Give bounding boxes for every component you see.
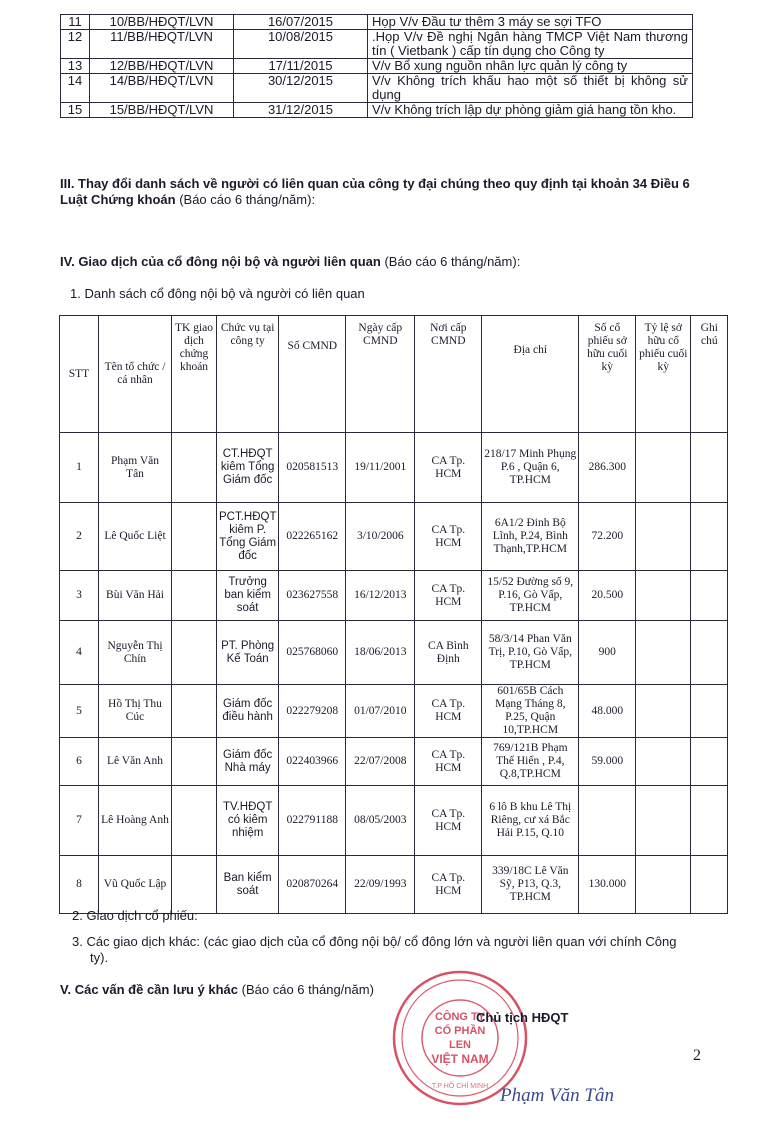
col-address: Địa chỉ [482,316,579,433]
row-stt: 3 [60,571,99,621]
row-ratio [636,856,691,914]
page-number: 2 [693,1047,701,1064]
row-name: Nguyễn Thị Chín [99,621,172,685]
section-4-heading [60,254,740,270]
section-4-item-2: 2. Giao dịch cổ phiếu: [72,908,198,923]
row-stt: 8 [60,856,99,914]
resolution-no: 12 [61,30,90,59]
insider-row [60,503,728,571]
row-account [172,571,217,621]
row-address: 6 lô B khu Lê Thị Riêng, cư xá Bắc Hải P.15, Q.10 [482,786,579,856]
row-issue-date: 22/09/1993 [346,856,415,914]
row-issue-date: 01/07/2010 [346,685,415,738]
resolution-content: .Họp V/v Đề nghị Ngân hàng TMCP Việt Nam thương tín ( Vietbank ) cấp tín dụng cho Công ty [368,30,693,59]
row-issue-place: CA Tp. HCM [415,856,482,914]
row-issue-date: 19/11/2001 [346,433,415,503]
row-issue-date: 18/06/2013 [346,621,415,685]
row-ratio [636,503,691,571]
row-id-no: 020581513 [279,433,346,503]
col-note: Ghi chú [691,316,728,433]
col-shares: Số cổ phiếu sở hữu cuối kỳ [579,316,636,433]
row-issue-place: CA Tp. HCM [415,738,482,786]
svg-text:CỔ PHẦN: CỔ PHẦN [434,1025,486,1037]
resolution-row [61,74,693,103]
row-address: 769/121B Phạm Thế Hiển , P.4, Q.8,TP.HCM [482,738,579,786]
insider-row [60,571,728,621]
resolution-number: 11/BB/HĐQT/LVN [90,30,234,59]
svg-text:VIỆT NAM: VIỆT NAM [431,1052,489,1066]
row-id-no: 023627558 [279,571,346,621]
row-shares: 72.200 [579,503,636,571]
resolution-date: 31/12/2015 [234,103,368,118]
row-name: Phạm Văn Tân [99,433,172,503]
row-note [691,685,728,738]
resolution-row [61,30,693,59]
resolution-number: 14/BB/HĐQT/LVN [90,74,234,103]
row-account [172,786,217,856]
section-4-title: IV. Giao dịch của cổ đông nội bộ và người liên quan [60,254,381,269]
row-name: Hồ Thị Thu Cúc [99,685,172,738]
row-note [691,571,728,621]
row-account [172,685,217,738]
row-account [172,621,217,685]
row-name: Lê Văn Anh [99,738,172,786]
row-issue-place: CA Tp. HCM [415,433,482,503]
resolution-number: 15/BB/HĐQT/LVN [90,103,234,118]
row-stt: 6 [60,738,99,786]
row-note [691,738,728,786]
row-issue-date: 16/12/2013 [346,571,415,621]
section-4-item-1: 1. Danh sách cổ đông nội bộ và người có liên quan [70,286,365,301]
section-4-note: (Báo cáo 6 tháng/năm): [384,254,521,269]
section-4-item-3-line-1: 3. Các giao dịch khác: (các giao dịch của cổ đông nội bộ/ cổ đông lớn và người liên quan với chính Công [72,934,677,949]
row-address: 601/65B Cách Mạng Tháng 8, P.25, Quận 10,TP.HCM [482,685,579,738]
row-position: CT.HĐQT kiêm Tổng Giám đốc [217,433,279,503]
row-account [172,856,217,914]
insiders-table-body [60,433,728,914]
col-account: TK giao dịch chứng khoán [172,316,217,433]
insider-row [60,856,728,914]
insider-row [60,738,728,786]
row-account [172,738,217,786]
resolution-content: Họp V/v Đầu tư thêm 3 máy se sợi TFO [368,15,693,30]
row-ratio [636,685,691,738]
row-ratio [636,571,691,621]
row-position: TV.HĐQT có kiêm nhiệm [217,786,279,856]
col-name: Tên tổ chức / cá nhân [99,316,172,433]
handwritten-signature: Phạm Văn Tân [500,1085,614,1106]
row-note [691,621,728,685]
section-5-note: (Báo cáo 6 tháng/năm) [241,982,374,997]
signature-title: Chủ tịch HĐQT [476,1010,569,1025]
insider-row [60,685,728,738]
row-shares [579,786,636,856]
row-ratio [636,433,691,503]
insiders-table-header [60,316,728,433]
row-issue-date: 3/10/2006 [346,503,415,571]
svg-text:T.P HỒ CHÍ MINH: T.P HỒ CHÍ MINH [431,1083,489,1090]
row-account [172,433,217,503]
row-shares: 59.000 [579,738,636,786]
row-shares: 130.000 [579,856,636,914]
row-issue-date: 08/05/2003 [346,786,415,856]
row-position: Giám đốc điều hành [217,685,279,738]
resolutions-table [60,14,693,118]
row-shares: 286.300 [579,433,636,503]
col-ratio: Tỷ lệ sở hữu cổ phiếu cuối kỳ [636,316,691,433]
row-id-no: 025768060 [279,621,346,685]
row-position: Ban kiểm soát [217,856,279,914]
row-id-no: 022265162 [279,503,346,571]
row-id-no: 020870264 [279,856,346,914]
row-issue-place: CA Tp. HCM [415,786,482,856]
col-id-no: Số CMND [279,316,346,433]
svg-text:CÔNG TY: CÔNG TY [434,1011,486,1023]
resolution-content: V/v Không trích khấu hao một số thiết bị không sử dụng [368,74,693,103]
section-3-note: (Báo cáo 6 tháng/năm): [179,192,316,207]
row-note [691,786,728,856]
resolution-content: V/v Bổ xung nguồn nhân lực quản lý công ty [368,59,693,74]
row-name: Lê Quốc Liệt [99,503,172,571]
row-shares: 48.000 [579,685,636,738]
resolution-no: 15 [61,103,90,118]
section-5-title: V. Các vấn đề cần lưu ý khác [60,982,239,997]
row-name: Bùi Văn Hải [99,571,172,621]
row-stt: 4 [60,621,99,685]
resolution-content: V/v Không trích lập dự phòng giảm giá hang tồn kho. [368,103,693,118]
row-position: Trưởng ban kiểm soát [217,571,279,621]
insiders-table [59,315,728,914]
col-issue-place: Nơi cấp CMND [415,316,482,433]
resolution-no: 14 [61,74,90,103]
row-account [172,503,217,571]
row-ratio [636,786,691,856]
row-stt: 1 [60,433,99,503]
insider-row [60,433,728,503]
row-address: 58/3/14 Phan Văn Trị, P.10, Gò Vấp, TP.HCM [482,621,579,685]
row-ratio [636,738,691,786]
row-id-no: 022403966 [279,738,346,786]
section-4-item-3-line-2: ty). [90,950,109,965]
col-issue-date: Ngày cấp CMND [346,316,415,433]
row-issue-place: CA Bình Định [415,621,482,685]
resolution-number: 12/BB/HĐQT/LVN [90,59,234,74]
row-stt: 7 [60,786,99,856]
resolutions-table-body [61,15,693,118]
svg-text:LEN: LEN [449,1039,471,1051]
row-ratio [636,621,691,685]
row-address: 218/17 Minh Phụng P.6 , Quận 6, TP.HCM [482,433,579,503]
resolution-row [61,103,693,118]
row-address: 6A1/2 Đinh Bộ Lĩnh, P.24, Bình Thạnh,TP.HCM [482,503,579,571]
row-note [691,503,728,571]
resolution-date: 16/07/2015 [234,15,368,30]
row-note [691,433,728,503]
section-3-heading [60,176,720,208]
row-shares: 20.500 [579,571,636,621]
insider-row [60,786,728,856]
resolution-row [61,59,693,74]
row-issue-place: CA Tp. HCM [415,571,482,621]
row-id-no: 022791188 [279,786,346,856]
section-4-item-3 [72,934,722,966]
resolution-no: 11 [61,15,90,30]
row-stt: 5 [60,685,99,738]
resolution-date: 10/08/2015 [234,30,368,59]
col-stt: STT [60,316,99,433]
resolution-row [61,15,693,30]
row-name: Vũ Quốc Lập [99,856,172,914]
resolution-number: 10/BB/HĐQT/LVN [90,15,234,30]
row-shares: 900 [579,621,636,685]
row-position: PT. Phòng Kế Toán [217,621,279,685]
row-note [691,856,728,914]
resolution-date: 30/12/2015 [234,74,368,103]
section-3-title: III. Thay đổi danh sách về người có liên quan của công ty đại chúng theo quy định tại khoản 34 Điều 6 Luật Chứng khoán [60,176,690,207]
col-position: Chức vụ tại công ty [217,316,279,433]
insider-row [60,621,728,685]
row-issue-place: CA Tp. HCM [415,503,482,571]
row-issue-place: CA Tp. HCM [415,685,482,738]
row-position: PCT.HĐQT kiêm P. Tổng Giám đốc [217,503,279,571]
row-issue-date: 22/07/2008 [346,738,415,786]
row-position: Giám đốc Nhà máy [217,738,279,786]
section-5-heading [60,982,374,998]
resolution-date: 17/11/2015 [234,59,368,74]
row-name: Lê Hoàng Anh [99,786,172,856]
row-id-no: 022279208 [279,685,346,738]
row-stt: 2 [60,503,99,571]
row-address: 339/18C Lê Văn Sỹ, P13, Q.3, TP.HCM [482,856,579,914]
row-address: 15/52 Đường số 9, P.16, Gò Vấp, TP.HCM [482,571,579,621]
resolution-no: 13 [61,59,90,74]
